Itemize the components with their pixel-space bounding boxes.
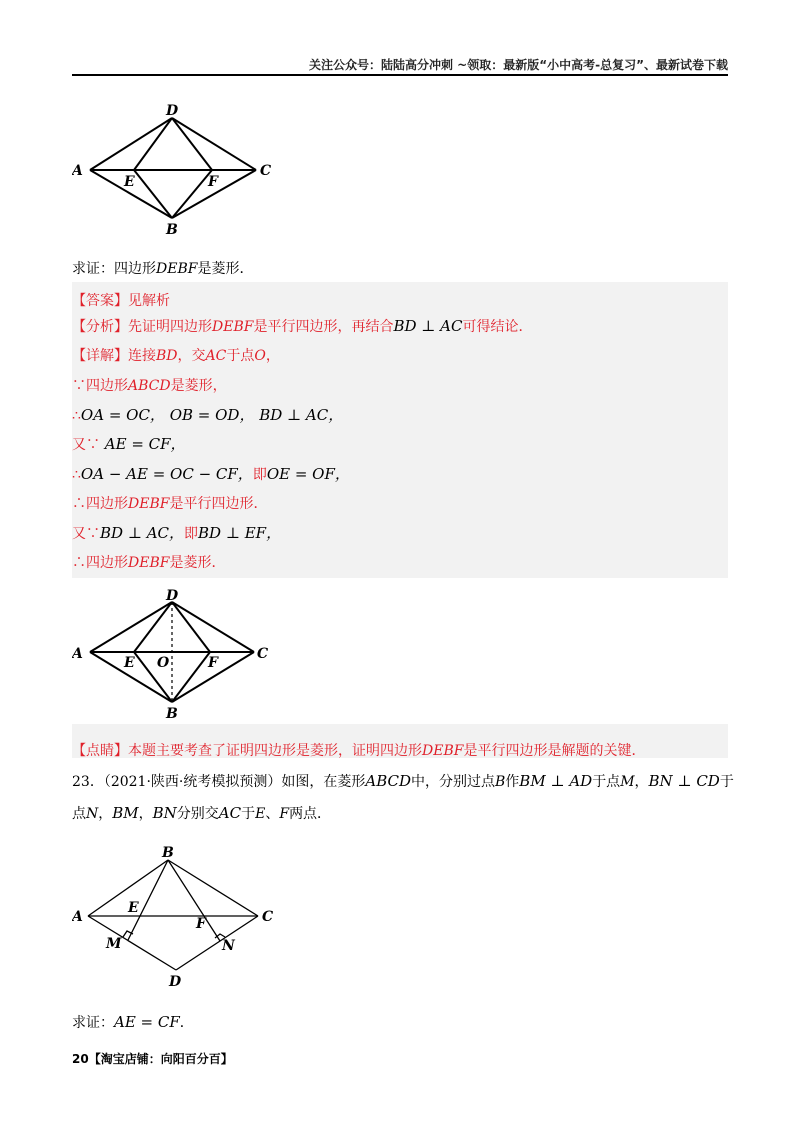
step2-math: OA = OC， OB = OD， BD ⊥ AC， [80, 406, 344, 424]
label-C: C [262, 909, 274, 925]
label-F: F [208, 655, 218, 671]
step6-math2: BD ⊥ EF， [198, 524, 282, 542]
step-3 [72, 433, 186, 454]
problem23-line2 [72, 803, 331, 823]
label-E: E [124, 174, 135, 190]
p23-l1-a: （2021·陕西·统考模拟预测）如图，在菱形 [103, 774, 366, 790]
p23-l2-b: ， [98, 806, 113, 822]
tag-detail: 【详解】 [72, 348, 128, 364]
step3-a: 又∵ [72, 437, 100, 453]
prove1-prefix: 求证：四边形 [72, 261, 156, 277]
label-D: D [166, 103, 179, 119]
p23-l1-d: 于点 [592, 774, 621, 790]
p23-l2-c: ， [138, 806, 153, 822]
label-A: A [72, 909, 83, 925]
p23-l1-abcd: ABCD [365, 772, 411, 790]
p23-l2-n: N [86, 806, 99, 822]
tag-comment: 【点睛】 [72, 743, 128, 759]
prove2-math: AE = CF [114, 1013, 180, 1031]
p23-l1-mpt: M [620, 774, 635, 790]
label-B: B [166, 222, 178, 238]
detail-b: ，交 [177, 348, 206, 364]
step5-var: DEBF [128, 496, 170, 512]
step6-a: 又∵ [72, 526, 100, 542]
step-7 [72, 552, 225, 572]
tag-answer: 【答案】 [72, 293, 128, 309]
step2-a: ∴ [72, 408, 81, 424]
detail-line [72, 345, 280, 365]
figure-rhombus-1 [72, 100, 282, 238]
label-N: N [222, 938, 235, 954]
detail-o: O [254, 348, 266, 364]
label-M: M [106, 936, 122, 952]
step-2 [72, 404, 343, 425]
figure-rhombus-2 [72, 586, 268, 722]
comment-line [72, 740, 645, 760]
page-footer [72, 1050, 233, 1067]
detail-a: 连接 [128, 348, 156, 364]
label-B: B [166, 706, 178, 722]
p23-l2-m3: AC [218, 804, 242, 822]
step4-math2: OE = OF， [266, 465, 350, 483]
step-1 [72, 375, 227, 395]
tag-analysis: 【分析】 [72, 319, 128, 335]
comment-var: DEBF [422, 743, 464, 759]
detail-c: 于点 [226, 348, 255, 364]
label-D: D [166, 588, 179, 604]
step4-b: 即 [252, 467, 267, 483]
step1-var: ABCD [128, 378, 171, 394]
step7-a: ∴四边形 [72, 555, 128, 571]
detail-bd: BD [156, 348, 178, 364]
footer-shop: 【淘宝店铺：向阳百分百】 [88, 1052, 233, 1066]
step1-a: ∵四边形 [72, 378, 128, 394]
label-C: C [260, 163, 272, 179]
analysis-var: DEBF [212, 319, 254, 335]
step4-a: ∴ [72, 467, 81, 483]
p23-l2-m2: BN [152, 804, 177, 822]
label-F: F [196, 916, 206, 932]
label-A: A [72, 163, 83, 179]
step5-b: 是平行四边形． [169, 496, 268, 512]
p23-l2-f: 、 [265, 806, 280, 822]
label-A: A [72, 646, 83, 662]
step6-math: BD ⊥ AC， [100, 524, 185, 542]
analysis-c: 可得结论． [462, 319, 533, 335]
step-6 [72, 522, 281, 543]
label-O: O [157, 655, 170, 671]
p23-l2-a: 点 [72, 806, 86, 822]
step1-b: 是菱形， [170, 378, 227, 394]
p23-l1-m1: BM ⊥ AD [519, 772, 593, 790]
step3-math: AE = CF， [100, 435, 186, 453]
figure-rhombus-3 [72, 844, 292, 994]
step-4 [72, 463, 350, 484]
prove-statement-1 [72, 258, 253, 278]
analysis-line [72, 316, 532, 336]
answer-line [72, 290, 170, 310]
p23-l1-c: 作 [505, 774, 520, 790]
detail-ac: AC [205, 348, 227, 364]
p23-l2-ept: E [255, 806, 266, 822]
prove2-prefix: 求证： [72, 1015, 114, 1031]
page-number: 20 [72, 1052, 89, 1066]
header-rule [72, 74, 728, 76]
p23-l2-d: 分别交 [176, 806, 219, 822]
step5-a: ∴四边形 [72, 496, 128, 512]
page-header: 关注公众号：陆陆高分冲刺 ~领取：最新版“小中高考-总复习”、最新试卷下载 [309, 58, 728, 72]
step7-b: 是菱形． [169, 555, 226, 571]
step-5 [72, 493, 267, 513]
label-E: E [124, 655, 135, 671]
problem-number: 23． [72, 774, 104, 790]
answer-text: 见解析 [128, 293, 170, 309]
p23-l2-g: 两点． [289, 806, 332, 822]
p23-l2-m1: BM [112, 804, 139, 822]
label-C: C [257, 646, 268, 662]
prove1-var: DEBF [156, 261, 198, 277]
step7-var: DEBF [128, 555, 170, 571]
step4-math: OA − AE = OC − CF， [80, 465, 253, 483]
label-D: D [169, 974, 182, 990]
comment-b: 是平行四边形是解题的关键． [463, 743, 646, 759]
label-F: F [208, 174, 218, 190]
prove2-suffix: ． [179, 1015, 194, 1031]
detail-d: ， [265, 348, 280, 364]
label-B: B [162, 845, 174, 861]
p23-l1-f: 于 [719, 774, 734, 790]
step6-b: 即 [184, 526, 199, 542]
comment-a: 本题主要考查了证明四边形是菱形，证明四边形 [128, 743, 422, 759]
analysis-a: 先证明四边形 [128, 319, 212, 335]
prove1-suffix: 是菱形． [197, 261, 254, 277]
p23-l1-e: ， [634, 774, 649, 790]
p23-l2-fpt: F [279, 806, 290, 822]
p23-l1-bpt: B [495, 774, 506, 790]
label-E: E [128, 900, 139, 916]
problem23-line1 [72, 771, 734, 791]
analysis-math: BD ⊥ AC [393, 317, 463, 335]
p23-l2-e: 于 [241, 806, 256, 822]
prove-statement-2 [72, 1012, 194, 1032]
p23-l1-m2: BN ⊥ CD [648, 772, 720, 790]
analysis-b: 是平行四边形，再结合 [253, 319, 394, 335]
p23-l1-b: 中，分别过点 [411, 774, 495, 790]
